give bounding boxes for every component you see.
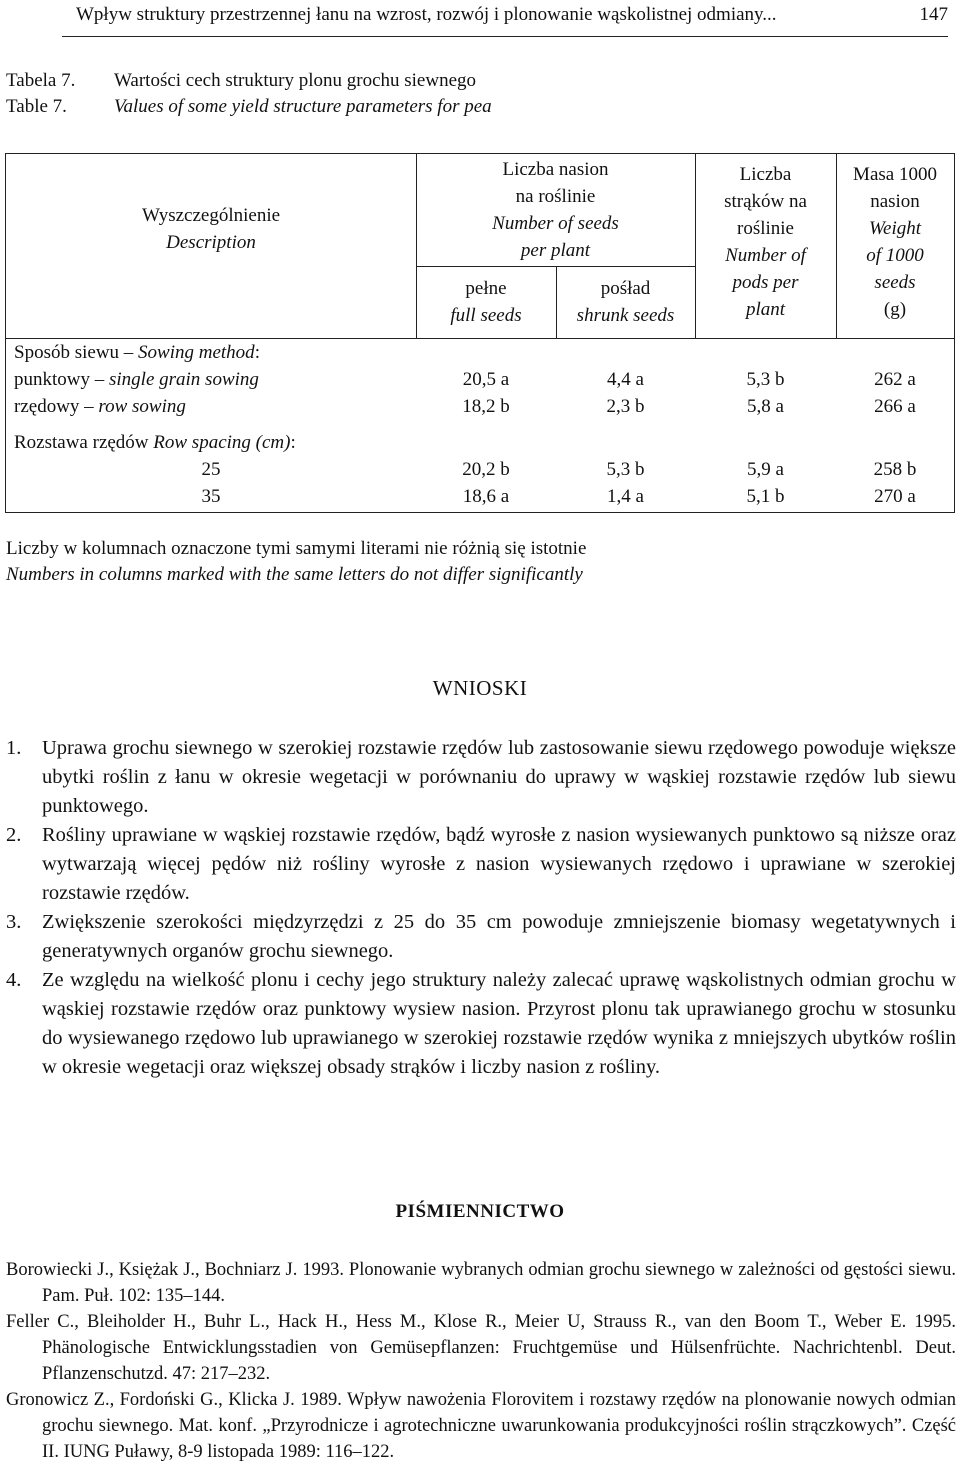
row-label (14, 393, 186, 420)
header-shrunk-en: shrunk seeds (576, 305, 675, 326)
header-seeds-en-2: per plant (520, 240, 591, 261)
cell-mass: 270 a (874, 486, 916, 507)
conclusion-number: 2. (6, 824, 22, 846)
header-pods-en-2: pods per (732, 272, 799, 293)
header-pods-pl-1: Liczba (739, 164, 792, 185)
conclusion-number: 4. (6, 969, 22, 991)
cell-full: 20,5 a (462, 369, 510, 390)
cell-shrunk: 4,4 a (607, 369, 644, 390)
reference-item: Feller C., Bleiholder H., Buhr L., Hack H., Hess M., Klose R., Meier U, Strauss R., van den Boom T., Weber E. 1995. Phänologische Entwicklungsstadien von Gemüsepflanzen: Fruchtgemüse und Hülsenfrüchte. Nachrichtenbl. Deut. Pflanzenschutzd. 47: 217–232. (6, 1312, 956, 1384)
row-label: 35 (201, 486, 221, 507)
header-full-seeds (416, 275, 556, 329)
table-title-en: Values of some yield structure parameters for pea (114, 96, 492, 117)
header-pods (695, 161, 836, 323)
conclusion-item (6, 908, 956, 966)
table-label-en: Table 7. (6, 96, 67, 117)
header-full-pl: pełne (465, 278, 507, 299)
group-sowing-method-title (14, 339, 260, 366)
header-full-en: full seeds (450, 305, 522, 326)
yield-structure-table (5, 153, 955, 513)
table-title-pl: Wartości cech struktury plonu grochu siewnego (114, 70, 477, 91)
header-pods-en-1: Number of (725, 245, 806, 266)
conclusion-number: 3. (6, 911, 22, 933)
header-mass-pl-2: nasion (870, 191, 920, 212)
group-title-colon: : (254, 342, 260, 363)
group-title-en: Row spacing (cm) (153, 432, 291, 453)
row-label-pl: punktowy – (14, 369, 109, 390)
cell-mass: 258 b (873, 459, 917, 480)
table-label-pl: Tabela 7. (6, 70, 76, 91)
cell-full: 18,2 b (462, 396, 510, 417)
table-note-pl: Liczby w kolumnach oznaczone tymi samymi literami nie różnią się istotnie (6, 538, 587, 559)
row-label: 25 (201, 459, 221, 480)
running-header-title: Wpływ struktury przestrzennej łanu na wzrost, rozwój i plonowanie wąskolistnej odmiany... (76, 4, 777, 25)
header-seeds-pl-1: Liczba nasion (502, 159, 609, 180)
cell-mass: 262 a (874, 369, 916, 390)
header-mass-pl-1: Masa 1000 (853, 164, 937, 185)
conclusion-number: 1. (6, 737, 22, 759)
header-pods-pl-2: strąków na (724, 191, 807, 212)
header-seeds-en-1: Number of seeds (492, 213, 619, 234)
cell-full: 20,2 b (462, 459, 510, 480)
header-pods-pl-3: roślinie (737, 218, 794, 239)
references-heading: PIŚMIENNICTWO (395, 1201, 565, 1222)
cell-pods: 5,8 a (747, 396, 784, 417)
header-mass-en-2: of 1000 (866, 245, 924, 266)
cell-full: 18,6 a (462, 486, 510, 507)
cell-pods: 5,9 a (747, 459, 784, 480)
header-seeds-pl-2: na roślinie (515, 186, 596, 207)
header-shrunk-seeds (556, 275, 695, 329)
conclusions-list (6, 734, 956, 1082)
row-label-pl: rzędowy – (14, 396, 99, 417)
conclusions-heading: WNIOSKI (432, 676, 528, 700)
header-pods-en-3: plant (745, 299, 786, 320)
group-title-en: Sowing method (138, 342, 255, 363)
conclusion-text: Zwiększenie szerokości międzyrzędzi z 25 do 35 cm powoduje zmniejszenie biomasy wegetatywnych i generatywnych organów grochu siewnego. (42, 911, 956, 962)
header-seeds (416, 156, 695, 264)
conclusion-text: Uprawa grochu siewnego w szerokiej rozstawie rzędów lub zastosowanie siewu rzędowego powoduje większe ubytki roślin z łanu w okresie wegetacji w porównaniu do uprawy w wąskiej rozstawie rzędów lub siewu punktowego. (42, 737, 956, 817)
cell-mass: 266 a (874, 396, 916, 417)
conclusion-item (6, 821, 956, 908)
running-header (62, 2, 948, 37)
group-title-pl: Sposób siewu – (14, 342, 139, 363)
table-note-en: Numbers in columns marked with the same letters do not differ significantly (6, 564, 583, 585)
reference-item: Gronowicz Z., Fordoński G., Klicka J. 1989. Wpływ nawożenia Florovitem i rozstawy rzędów na plonowanie nowych odmian grochu siewnego. Mat. konf. „Przyrodnicze i agrotechniczne uwarunkowania produkcyjności roślin strączkowych”. Część II. IUNG Puławy, 8-9 listopada 1989: 116–122. (6, 1390, 956, 1462)
header-mass-en-1: Weight (868, 218, 922, 239)
reference-item: Borowiecki J., Księżak J., Bochniarz J. 1993. Plonowanie wybranych odmian grochu siewnego w zależności od gęstości siewu. Pam. Puł. 102: 135–144. (6, 1260, 956, 1306)
group-row-spacing-title (14, 429, 296, 456)
conclusion-text: Rośliny uprawiane w wąskiej rozstawie rzędów, bądź wyrosłe z nasion wysiewanych punktowo są niższe oraz wytwarzają więcej pędów niż rośliny wyrosłe z nasion wysiewanych rzędowo i uprawiane w szerokiej rozstawie rzędów. (42, 824, 956, 904)
cell-shrunk: 5,3 b (606, 459, 645, 480)
page-number: 147 (919, 4, 948, 25)
cell-shrunk: 1,4 a (607, 486, 644, 507)
cell-pods: 5,1 b (746, 486, 785, 507)
conclusion-item (6, 966, 956, 1082)
group-title-colon: : (290, 432, 296, 453)
conclusion-item (6, 734, 956, 821)
header-mass-unit: (g) (883, 299, 907, 320)
group-title-pl: Rozstawa rzędów (14, 432, 154, 453)
cell-shrunk: 2,3 b (606, 396, 645, 417)
header-mass-en-3: seeds (874, 272, 916, 293)
header-mass (836, 161, 954, 323)
row-label (14, 366, 259, 393)
row-label-en: single grain sowing (109, 369, 259, 390)
header-description-pl: Wyszczególnienie (141, 205, 281, 226)
conclusion-text: Ze względu na wielkość plonu i cechy jego struktury należy zalecać uprawę wąskolistnych odmian grochu w wąskiej rozstawie rzędów oraz punktowy wysiew nasion. Przyrost plonu tak uprawianego grochu w stosunku do wysiewanego rzędowo lub uprawianego w szerokiej rozstawie rzędów wynika z mniejszych ubytków roślin w okresie wegetacji oraz większej obsady strąków i liczby nasion z rośliny. (42, 969, 956, 1078)
table-rule (416, 266, 695, 267)
header-description (6, 202, 416, 256)
header-description-en: Description (166, 232, 256, 253)
cell-pods: 5,3 b (746, 369, 785, 390)
references-list (6, 1257, 956, 1465)
row-label-en: row sowing (98, 396, 186, 417)
header-shrunk-pl: pośład (600, 278, 651, 299)
